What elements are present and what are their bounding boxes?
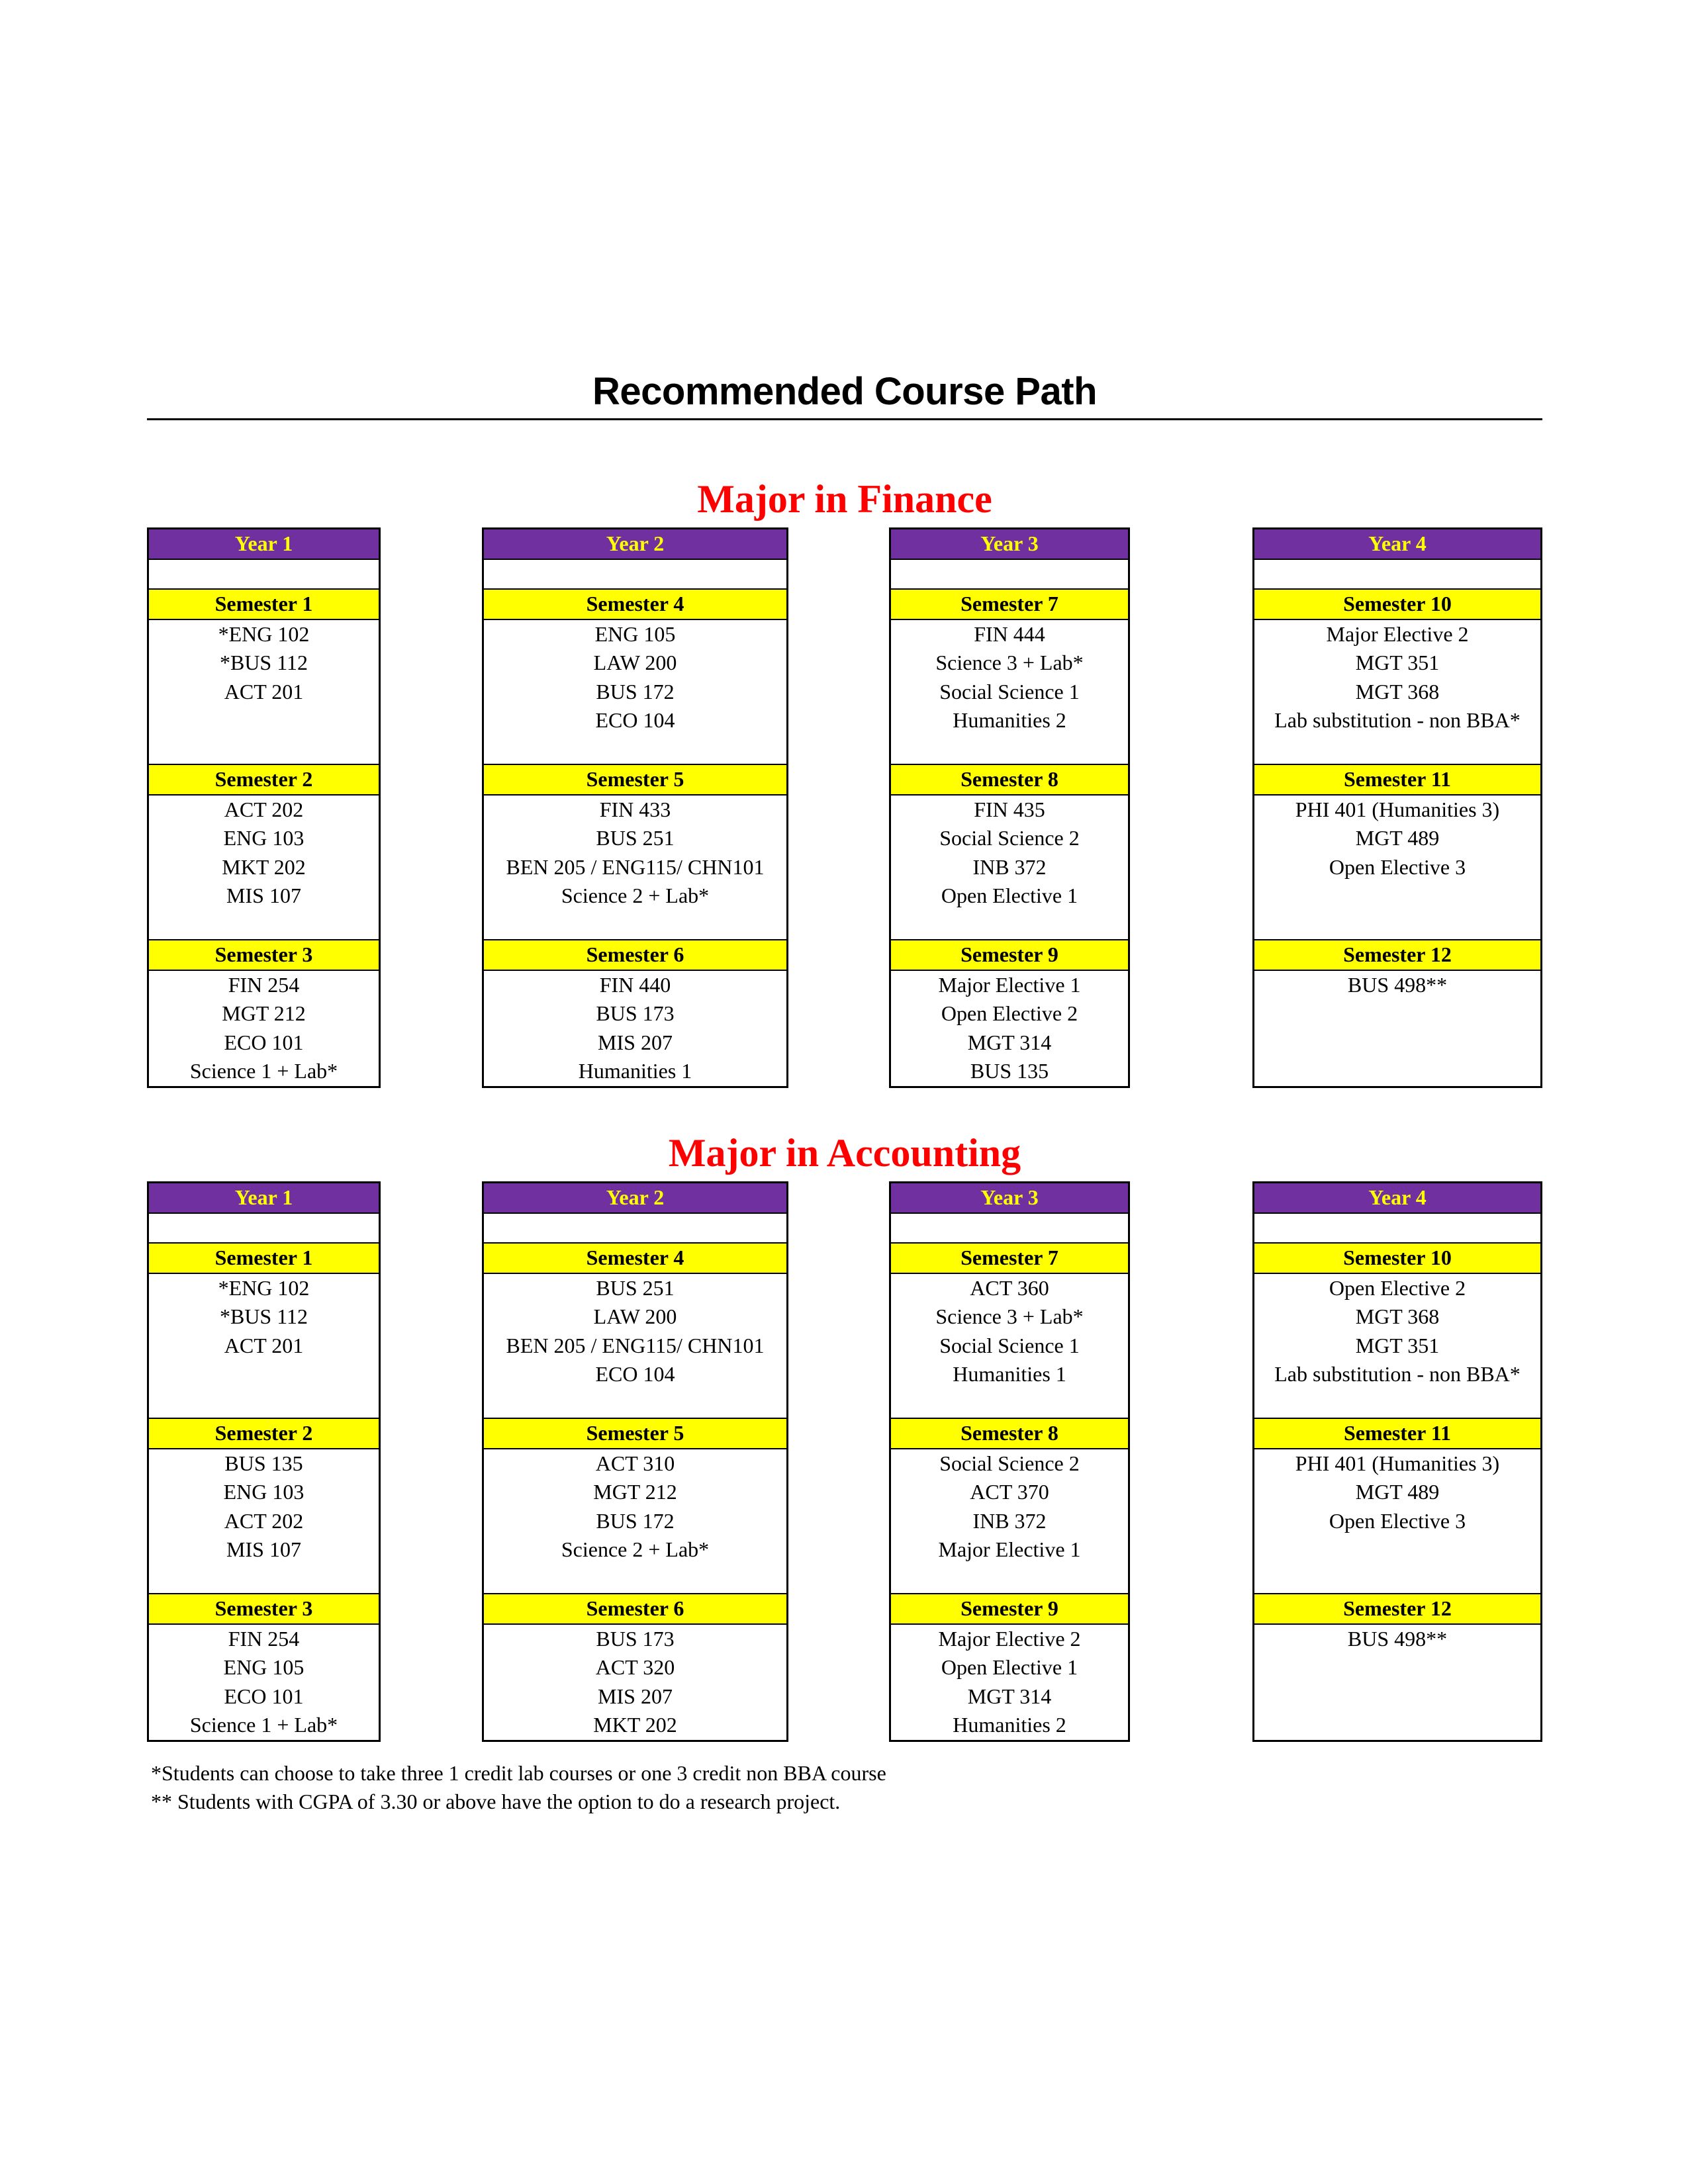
year-column bbox=[147, 527, 381, 1088]
course-cell: Open Elective 3 bbox=[1329, 1508, 1466, 1533]
course-cell: BUS 173 bbox=[596, 1001, 675, 1025]
course-cell: Social Science 2 bbox=[939, 826, 1080, 850]
course-cell: MGT 489 bbox=[1355, 1480, 1440, 1504]
year-header: Year 1 bbox=[149, 529, 379, 560]
course-cell: MGT 314 bbox=[967, 1684, 1052, 1708]
semester-header: Semester 4 bbox=[484, 588, 786, 620]
course-cell: MGT 489 bbox=[1355, 826, 1440, 850]
spacer-row bbox=[484, 735, 786, 764]
course-cell: INB 372 bbox=[972, 854, 1047, 879]
course-cell: Humanities 2 bbox=[953, 1713, 1066, 1737]
course-cell: MGT 212 bbox=[222, 1001, 306, 1025]
spacer-row bbox=[149, 1214, 379, 1243]
course-cell: Open Elective 2 bbox=[1329, 1275, 1466, 1300]
course-cell bbox=[1254, 1653, 1540, 1682]
semester-header: Semester 5 bbox=[484, 764, 786, 796]
semester-header: Semester 5 bbox=[484, 1418, 786, 1449]
year-column bbox=[147, 1181, 381, 1742]
course-cell: ENG 105 bbox=[223, 1655, 305, 1679]
spacer-row bbox=[891, 1214, 1128, 1243]
course-cell: Science 2 + Lab* bbox=[561, 1537, 710, 1561]
year-column bbox=[1252, 1181, 1542, 1742]
course-cell: Science 3 + Lab* bbox=[935, 1304, 1084, 1328]
footnote-lab: *Students can choose to take three 1 credit lab courses or one 3 credit non BBA course bbox=[151, 1761, 886, 1785]
year-column bbox=[1252, 527, 1542, 1088]
semester-header: Semester 7 bbox=[891, 588, 1128, 620]
course-cell bbox=[1254, 1028, 1540, 1058]
course-cell: Major Elective 2 bbox=[1326, 621, 1469, 646]
course-cell: MKT 202 bbox=[222, 854, 306, 879]
course-cell: BUS 172 bbox=[596, 1508, 675, 1533]
year-column bbox=[482, 527, 788, 1088]
spacer-row bbox=[1254, 735, 1540, 764]
major-title-finance: Major in Finance bbox=[697, 477, 992, 521]
spacer-row bbox=[484, 1565, 786, 1594]
course-cell: MIS 207 bbox=[598, 1684, 673, 1708]
course-cell: Open Elective 1 bbox=[941, 884, 1078, 907]
course-cell: Open Elective 3 bbox=[1329, 854, 1466, 879]
spacer-row bbox=[149, 560, 379, 589]
semester-header: Semester 1 bbox=[149, 588, 379, 620]
semester-header: Semester 11 bbox=[1254, 1418, 1540, 1449]
spacer-row bbox=[484, 1389, 786, 1418]
course-cell: ACT 320 bbox=[595, 1655, 675, 1679]
year-header: Year 4 bbox=[1254, 1183, 1540, 1214]
course-cell: ACT 202 bbox=[224, 1508, 304, 1533]
course-cell: ACT 360 bbox=[970, 1275, 1049, 1300]
semester-header: Semester 12 bbox=[1254, 1593, 1540, 1625]
year-header: Year 2 bbox=[484, 1183, 786, 1214]
spacer-row bbox=[891, 1565, 1128, 1594]
spacer-row bbox=[891, 560, 1128, 589]
semester-header: Semester 4 bbox=[484, 1242, 786, 1274]
course-cell: BUS 173 bbox=[596, 1626, 675, 1651]
course-cell: LAW 200 bbox=[593, 651, 677, 674]
course-cell bbox=[149, 706, 379, 735]
course-cell: BUS 251 bbox=[596, 1275, 675, 1300]
course-cell: ECO 104 bbox=[595, 708, 675, 732]
course-cell: BUS 498** bbox=[1347, 972, 1448, 997]
spacer-row bbox=[484, 560, 786, 589]
course-cell: FIN 435 bbox=[974, 797, 1045, 821]
course-cell: BEN 205 / ENG115/ CHN101 bbox=[506, 1333, 765, 1357]
year-header: Year 1 bbox=[149, 1183, 379, 1214]
course-cell: *BUS 112 bbox=[219, 651, 308, 674]
year-header: Year 4 bbox=[1254, 529, 1540, 560]
course-cell: FIN 254 bbox=[228, 1626, 300, 1651]
semester-header: Semester 8 bbox=[891, 1418, 1128, 1449]
course-cell: Major Elective 2 bbox=[938, 1626, 1081, 1651]
course-cell: BUS 172 bbox=[596, 679, 675, 704]
course-cell: ACT 370 bbox=[970, 1480, 1049, 1504]
spacer-row bbox=[1254, 1565, 1540, 1594]
course-cell: FIN 444 bbox=[974, 621, 1045, 646]
course-cell: MGT 368 bbox=[1355, 679, 1440, 704]
spacer-row bbox=[149, 735, 379, 764]
course-cell bbox=[1254, 1682, 1540, 1711]
course-cell: Science 1 + Lab* bbox=[189, 1713, 338, 1737]
course-cell: Social Science 1 bbox=[939, 1333, 1080, 1357]
year-column bbox=[889, 1181, 1130, 1742]
course-cell: BUS 251 bbox=[596, 826, 675, 850]
course-cell bbox=[1254, 999, 1540, 1028]
spacer-row bbox=[149, 911, 379, 940]
course-cell: LAW 200 bbox=[593, 1304, 677, 1328]
course-cell: PHI 401 (Humanities 3) bbox=[1295, 1451, 1500, 1475]
semester-header: Semester 9 bbox=[891, 1593, 1128, 1625]
course-cell: MGT 212 bbox=[593, 1480, 677, 1504]
semester-header: Semester 10 bbox=[1254, 1242, 1540, 1274]
spacer-row bbox=[149, 1565, 379, 1594]
course-cell: *BUS 112 bbox=[219, 1304, 308, 1328]
course-cell: Humanities 2 bbox=[953, 708, 1066, 732]
course-cell: FIN 254 bbox=[228, 972, 300, 997]
course-cell: *ENG 102 bbox=[218, 1275, 310, 1300]
course-cell: BUS 498** bbox=[1347, 1626, 1448, 1651]
course-cell: Science 3 + Lab* bbox=[935, 651, 1084, 674]
major-title-accounting: Major in Accounting bbox=[668, 1131, 1021, 1175]
semester-header: Semester 6 bbox=[484, 939, 786, 971]
course-cell: MIS 107 bbox=[226, 1537, 301, 1561]
semester-header: Semester 2 bbox=[149, 764, 379, 796]
course-cell bbox=[1254, 882, 1540, 911]
semester-header: Semester 11 bbox=[1254, 764, 1540, 796]
spacer-row bbox=[1254, 911, 1540, 940]
course-cell: Lab substitution - non BBA* bbox=[1274, 708, 1521, 732]
semester-header: Semester 3 bbox=[149, 939, 379, 971]
year-header: Year 3 bbox=[891, 529, 1128, 560]
course-cell: MKT 202 bbox=[593, 1713, 677, 1737]
course-cell: Major Elective 1 bbox=[938, 1537, 1081, 1561]
course-cell: BUS 135 bbox=[970, 1059, 1049, 1083]
spacer-row bbox=[1254, 560, 1540, 589]
course-cell: Social Science 1 bbox=[939, 679, 1080, 704]
course-cell: *ENG 102 bbox=[218, 621, 310, 646]
course-cell: Humanities 1 bbox=[578, 1059, 692, 1083]
spacer-row bbox=[891, 911, 1128, 940]
course-cell: FIN 440 bbox=[599, 972, 671, 997]
footnote-research: ** Students with CGPA of 3.30 or above have the option to do a research project. bbox=[151, 1790, 841, 1813]
semester-header: Semester 2 bbox=[149, 1418, 379, 1449]
course-cell: MIS 107 bbox=[226, 884, 301, 907]
course-cell: Science 2 + Lab* bbox=[561, 884, 710, 907]
course-cell: Lab substitution - non BBA* bbox=[1274, 1362, 1521, 1386]
course-cell: ACT 201 bbox=[224, 1333, 304, 1357]
year-column bbox=[482, 1181, 788, 1742]
course-cell: ENG 103 bbox=[223, 1480, 305, 1504]
course-cell bbox=[1254, 1711, 1540, 1740]
spacer-row bbox=[891, 735, 1128, 764]
semester-header: Semester 7 bbox=[891, 1242, 1128, 1274]
course-cell: PHI 401 (Humanities 3) bbox=[1295, 797, 1500, 821]
course-cell: ENG 105 bbox=[594, 621, 676, 646]
course-cell: BEN 205 / ENG115/ CHN101 bbox=[506, 854, 765, 879]
course-cell bbox=[1254, 1057, 1540, 1086]
spacer-row bbox=[1254, 1214, 1540, 1243]
course-cell: Social Science 2 bbox=[939, 1451, 1080, 1475]
semester-header: Semester 3 bbox=[149, 1593, 379, 1625]
course-cell: MGT 351 bbox=[1355, 651, 1440, 674]
spacer-row bbox=[484, 911, 786, 940]
spacer-row bbox=[891, 1389, 1128, 1418]
course-cell: ECO 101 bbox=[224, 1684, 304, 1708]
course-cell: MGT 368 bbox=[1355, 1304, 1440, 1328]
spacer-row bbox=[1254, 1389, 1540, 1418]
title-divider bbox=[147, 418, 1542, 420]
semester-header: Semester 6 bbox=[484, 1593, 786, 1625]
course-cell: ACT 310 bbox=[595, 1451, 675, 1475]
course-cell: MIS 207 bbox=[598, 1030, 673, 1054]
year-header: Year 3 bbox=[891, 1183, 1128, 1214]
spacer-row bbox=[484, 1214, 786, 1243]
course-cell: Science 1 + Lab* bbox=[189, 1059, 338, 1083]
semester-header: Semester 10 bbox=[1254, 588, 1540, 620]
semester-header: Semester 9 bbox=[891, 939, 1128, 971]
course-cell: Humanities 1 bbox=[953, 1362, 1066, 1386]
course-cell: ACT 202 bbox=[224, 797, 304, 821]
course-cell: Major Elective 1 bbox=[938, 972, 1081, 997]
course-cell: ECO 101 bbox=[224, 1030, 304, 1054]
course-cell: Open Elective 1 bbox=[941, 1655, 1078, 1679]
course-cell: MGT 314 bbox=[967, 1030, 1052, 1054]
course-cell: ENG 103 bbox=[223, 826, 305, 850]
course-cell: Open Elective 2 bbox=[941, 1001, 1078, 1025]
semester-header: Semester 8 bbox=[891, 764, 1128, 796]
year-header: Year 2 bbox=[484, 529, 786, 560]
course-cell bbox=[149, 1360, 379, 1389]
course-cell: INB 372 bbox=[972, 1508, 1047, 1533]
course-cell: BUS 135 bbox=[224, 1451, 303, 1475]
course-cell: MGT 351 bbox=[1355, 1333, 1440, 1357]
course-cell: ACT 201 bbox=[224, 679, 304, 704]
page-title: Recommended Course Path bbox=[592, 370, 1097, 413]
course-cell: FIN 433 bbox=[599, 797, 671, 821]
course-cell: ECO 104 bbox=[595, 1362, 675, 1386]
semester-header: Semester 12 bbox=[1254, 939, 1540, 971]
spacer-row bbox=[149, 1389, 379, 1418]
semester-header: Semester 1 bbox=[149, 1242, 379, 1274]
year-column bbox=[889, 527, 1130, 1088]
course-cell bbox=[1254, 1535, 1540, 1565]
